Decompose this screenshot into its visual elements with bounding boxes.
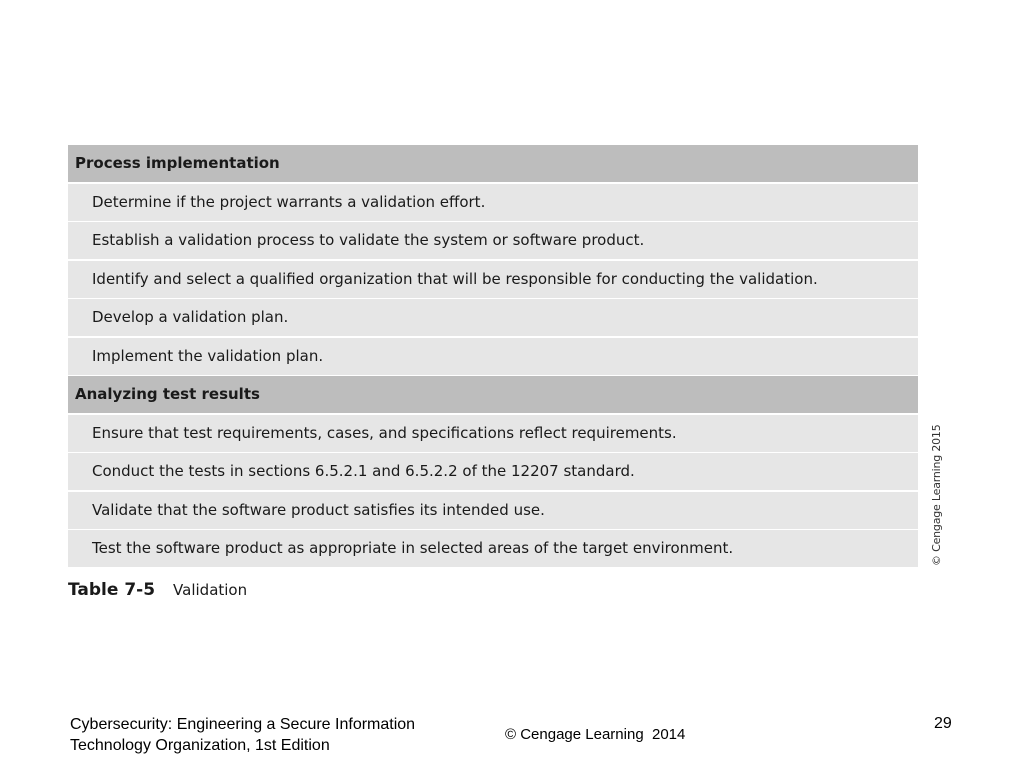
- caption-number: Table 7-5: [68, 580, 156, 600]
- footer-book-title: [70, 714, 415, 756]
- footer-copyright: © Cengage Learning 2014: [505, 726, 686, 743]
- validation-table: [68, 145, 918, 569]
- table-row: Ensure that test requirements, cases, and specifications reflect requirements.: [68, 415, 918, 452]
- table-row: Develop a validation plan.: [68, 299, 918, 336]
- table-row: Establish a validation process to validate the system or software product.: [68, 222, 918, 259]
- section-heading: Analyzing test results: [68, 376, 918, 413]
- footer-book-line: Cybersecurity: Engineering a Secure Information: [70, 716, 416, 733]
- section-heading: Process implementation: [68, 145, 918, 182]
- table-row: Conduct the tests in sections 6.5.2.1 and 6.5.2.2 of the 12207 standard.: [68, 453, 918, 490]
- table-row: Test the software product as appropriate in selected areas of the target environment.: [68, 530, 918, 567]
- table-row: Implement the validation plan.: [68, 338, 918, 375]
- footer-book-line: Technology Organization, 1st Edition: [70, 737, 330, 754]
- caption-title: Validation: [173, 581, 248, 599]
- page-number: 29: [934, 715, 952, 732]
- table-caption: [68, 580, 247, 600]
- table-credit: © Cengage Learning 2015: [930, 424, 943, 566]
- table-row: Determine if the project warrants a validation effort.: [68, 184, 918, 221]
- table-row: Identify and select a qualified organization that will be responsible for conducting the validation.: [68, 261, 918, 298]
- table-row: Validate that the software product satisfies its intended use.: [68, 492, 918, 529]
